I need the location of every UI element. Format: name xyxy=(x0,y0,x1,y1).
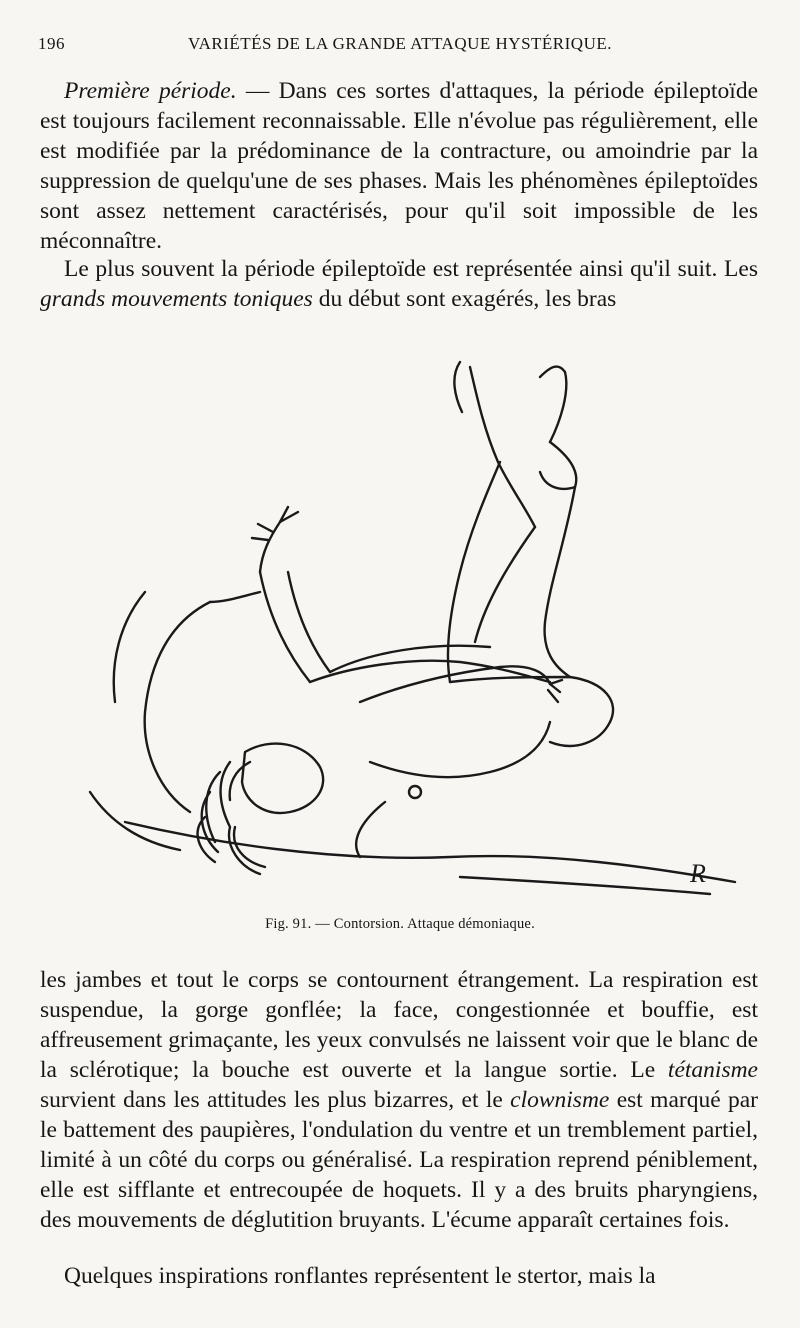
paragraph-3 xyxy=(40,965,758,1235)
paragraph-1-text: — Dans ces sortes d'attaques, la période épileptoïde est toujours facilement reconnaissable. Elle n'évolue pas régulièrement, elle est modifiée par la prédominance de la contracture, ou amoindrie par la suppression de quelqu'une de ses phases. Mais les phénomènes épileptoïdes sont assez nettement caractérisés, pour qu'il soit impossible de les méconnaître. xyxy=(40,78,758,254)
paragraph-2 xyxy=(40,254,758,314)
contortion-drawing xyxy=(30,322,775,922)
page-number: 196 xyxy=(38,34,65,53)
paragraph-1 xyxy=(40,76,758,256)
paragraph-4-text: Quelques inspirations ronflantes représentent le stertor, mais la xyxy=(64,1263,656,1289)
head xyxy=(242,744,323,813)
paragraph-3-italic-2: clownisme xyxy=(510,1087,610,1113)
running-title: VARIÉTÉS DE LA GRANDE ATTAQUE HYSTÉRIQUE. xyxy=(188,34,612,53)
crossing-arm xyxy=(360,666,550,702)
figure-caption xyxy=(0,916,800,933)
paragraph-4 xyxy=(40,1261,758,1291)
figure-caption-text: — Contorsion. Attaque démoniaque. xyxy=(315,916,535,932)
paragraph-2-text-b: du début sont exagérés, les bras xyxy=(312,286,617,312)
shoulder xyxy=(145,602,210,812)
section-lead: Première période. xyxy=(64,78,237,104)
right-leg xyxy=(540,367,566,442)
figure-number: Fig. 91. xyxy=(265,916,312,932)
paragraph-2-text-a: Le plus souvent la période épileptoïde est représentée ainsi qu'il suit. Les xyxy=(64,256,758,282)
paragraph-2-italic: grands mouvements toniques xyxy=(40,286,313,312)
paragraph-3-text-a: les jambes et tout le corps se contournent étrangement. La respiration est suspendue, la gorge gonflée; la face, congestionnée et bouffie, est affreusement grimaçante, les yeux convulsés ne laissent voir que le blanc de la sclérotique; la bouche est ouverte et la langue sortie. Le xyxy=(40,967,758,1083)
paragraph-3-text-b: survient dans les attitudes les plus bizarres, et le xyxy=(40,1087,511,1113)
paragraph-3-text-c: est marqué par le battement des paupières, l'ondulation du ventre et un tremblement partiel, limité à un côté du corps ou généralisé. La respiration reprend péniblement, elle est sifflante et entrecoupée de hoquets. Il y a des bruits pharyngiens, des mouvements de déglutition bruyants. L'écume apparaît certaines fois. xyxy=(40,1087,758,1233)
paragraph-3-italic-1: tétanisme xyxy=(667,1057,758,1083)
artist-signature: R xyxy=(690,859,706,888)
figure-illustration xyxy=(30,322,775,922)
running-header xyxy=(38,34,758,60)
left-leg xyxy=(470,367,535,527)
